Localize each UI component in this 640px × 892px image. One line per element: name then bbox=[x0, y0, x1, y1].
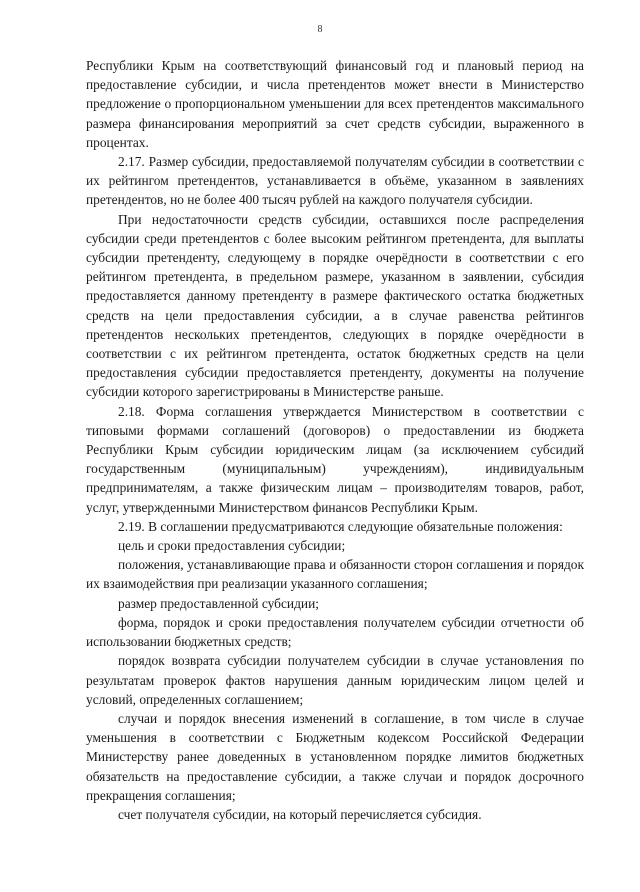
paragraph-2-18: 2.18. Форма соглашения утверждается Министерством в соответствии с типовыми формами соглашений (договоров) о предоставлении из бюджета Республики Крым субсидии юридическим лицам (за исключением субсидий государственным (муниципальным) учреждениям), индивидуальным предпринимателям, а также физическим лицам – производителям товаров, работ, услуг, утвержденными Министерством финансов Республики Крым. bbox=[86, 403, 584, 515]
list-item: цель и сроки предоставления субсидии; bbox=[118, 538, 346, 554]
document-body bbox=[86, 56, 584, 824]
list-item: размер предоставленной субсидии; bbox=[118, 595, 319, 611]
list-item: форма, порядок и сроки предоставления получателем субсидии отчетности об использовании бюджетных средств; bbox=[86, 614, 584, 650]
list-item: случаи и порядок внесения изменений в соглашение, в том числе в случае уменьшения в соответствии с Бюджетным кодексом Российской Федерации Министерству ранее доведенных в установленном порядке лимитов бюджетных обязательств на предоставление субсидии, а также случаи и порядок досрочного прекращения соглашения; bbox=[86, 710, 584, 803]
list-item: счет получателя субсидии, на который перечисляется субсидия. bbox=[118, 806, 482, 822]
paragraph-continuation: Республики Крым на соответствующий финансовый год и плановый период на предоставление субсидии, и числа претендентов может внести в Министерство предложение о пропорциональном уменьшении для всех претендентов максимального размера финансирования мероприятий за счет средств субсидии, выраженного в процентах. bbox=[86, 58, 584, 150]
paragraph-2-19: 2.19. В соглашении предусматриваются следующие обязательные положения: bbox=[118, 518, 563, 534]
page-number: 8 bbox=[317, 24, 323, 35]
paragraph-insufficient-funds: При недостаточности средств субсидии, оставшихся после распределения субсидии среди претендентов с более высоким рейтингом претендента, для выплаты субсидии претенденту, следующему в порядке очерёдности в соответствии с его рейтингом претендента, в предельном размере, указанном в заявлении, субсидия предоставляется данному претенденту в размере фактического остатка бюджетных средств на цели предоставления субсидии, а в случае равенства рейтингов претендентов нескольких претендентов, следующих в порядке очерёдности в соответствии с их рейтингом претендента, остаток бюджетных средств на цели предоставления субсидии предоставляется претенденту, документы на получение субсидии которого зарегистрированы в Министерстве раньше. bbox=[86, 211, 584, 400]
paragraph-2-17: 2.17. Размер субсидии, предоставляемой получателям субсидии в соответствии с их рейтингом претендентов, устанавливается в объёме, указанном в заявлениях претендентов, но не более 400 тысяч рублей на каждого получателя субсидии. bbox=[86, 154, 584, 208]
list-item: положения, устанавливающие права и обязанности сторон соглашения и порядок их взаимодействия при реализации указанного соглашения; bbox=[86, 557, 584, 592]
list-item: порядок возврата субсидии получателем субсидии в случае установления по результатам проверок фактов нарушения данным юридическим лицом целей и условий, определенных соглашением; bbox=[86, 653, 584, 707]
